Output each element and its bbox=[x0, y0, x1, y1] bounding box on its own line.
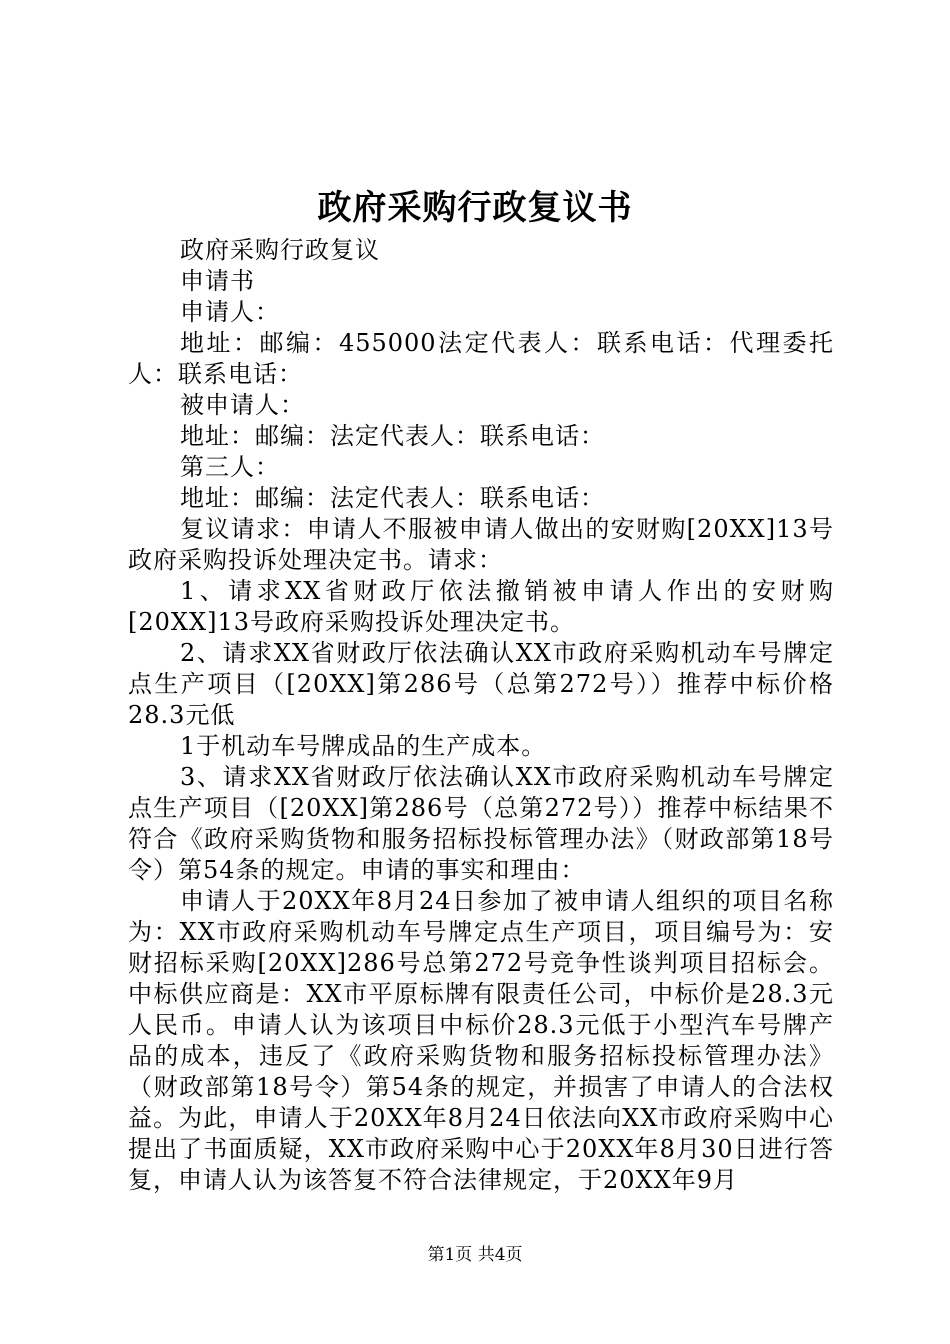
paragraph-third-party: 第三人： bbox=[180, 453, 280, 481]
paragraph-heading-line2: 申请书 bbox=[180, 267, 255, 295]
paragraph-heading-line1: 政府采购行政复议 bbox=[180, 236, 380, 264]
document-title: 政府采购行政复议书 bbox=[317, 188, 633, 228]
paragraph-third-party-address: 地址：邮编：法定代表人：联系电话： bbox=[180, 484, 605, 512]
paragraph-request-2-cont: 1于机动车号牌成品的生产成本。 bbox=[180, 732, 547, 760]
document-body bbox=[128, 235, 834, 1196]
paragraph-request-1: 1、请求XX省财政厅依法撤销被申请人作出的安财购[20XX]13号政府采购投诉处理决定书。 bbox=[128, 577, 834, 636]
paragraph-facts: 申请人于20XX年8月24日参加了被申请人组织的项目名称为：XX市政府采购机动车号牌定点生产项目，项目编号为：安财招标采购[20XX]286号总第272号竞争性谈判项目招标会。中标供应商是：XX市平原标牌有限责任公司，中标价是28.3元人民币。申请人认为该项目中标价28.3元低于小型汽车号牌产品的成本，违反了《政府采购货物和服务招标投标管理办法》（财政部第18号令）第54条的规定，并损害了申请人的合法权益。为此，申请人于20XX年8月24日依法向XX市政府采购中心提出了书面质疑，XX市政府采购中心于20XX年8月30日进行答复，申请人认为该答复不符合法律规定，于20XX年9月 bbox=[128, 887, 834, 1194]
paragraph-respondent-address: 地址：邮编：法定代表人：联系电话： bbox=[180, 422, 605, 450]
paragraph-review-request: 复议请求：申请人不服被申请人做出的安财购[20XX]13号政府采购投诉处理决定书。请求： bbox=[128, 515, 834, 574]
page-footer: 第1页 共4页 bbox=[427, 1245, 523, 1265]
paragraph-respondent: 被申请人： bbox=[180, 391, 305, 419]
paragraph-applicant-address: 地址：邮编：455000法定代表人：联系电话：代理委托人：联系电话： bbox=[128, 329, 834, 388]
paragraph-request-3: 3、请求XX省财政厅依法确认XX市政府采购机动车号牌定点生产项目（[20XX]第286号（总第272号））推荐中标结果不符合《政府采购货物和服务招标投标管理办法》（财政部第18号令）第54条的规定。申请的事实和理由： bbox=[128, 763, 834, 884]
paragraph-applicant: 申请人： bbox=[180, 298, 280, 326]
paragraph-request-2: 2、请求XX省财政厅依法确认XX市政府采购机动车号牌定点生产项目（[20XX]第286号（总第272号））推荐中标价格28.3元低 bbox=[128, 639, 834, 729]
